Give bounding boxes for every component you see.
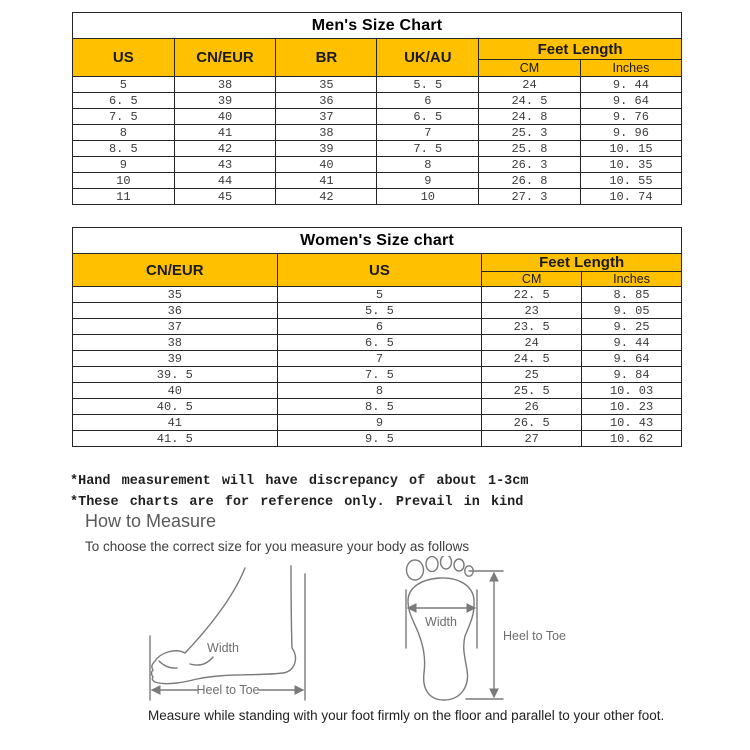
column-header-feet-length: Feet Length (479, 39, 682, 60)
column-header-cm: CM (482, 272, 582, 287)
width-label: Width (207, 641, 239, 655)
table-cell: 26 (482, 399, 582, 415)
footnote-measurement-discrepancy: *Hand measurement will have discrepancy of about 1-3cm (70, 474, 529, 489)
table-cell: 26. 5 (482, 415, 582, 431)
table-cell: 41. 5 (73, 431, 278, 447)
column-header-uk-au: UK/AU (377, 39, 479, 77)
table-cell: 26. 8 (479, 173, 581, 189)
table-row (73, 383, 682, 399)
table-cell: 25. 5 (482, 383, 582, 399)
table-cell: 9. 25 (582, 319, 682, 335)
table-cell: 10. 23 (582, 399, 682, 415)
table-cell: 9. 5 (277, 431, 482, 447)
table-row (73, 351, 682, 367)
measure-instruction-caption: Measure while standing with your foot firmly on the floor and parallel to your other foot. (148, 708, 665, 723)
column-header-inches: Inches (582, 272, 682, 287)
table-cell: 37 (276, 109, 377, 125)
big-toe (407, 560, 424, 580)
column-header-us: US (73, 39, 175, 77)
table-cell: 39 (174, 93, 276, 109)
table-cell: 7. 5 (377, 141, 479, 157)
column-header-br: BR (276, 39, 377, 77)
column-header-us: US (277, 254, 482, 287)
table-cell: 5. 5 (377, 77, 479, 93)
table-cell: 40 (174, 109, 276, 125)
table-cell: 23 (482, 303, 582, 319)
table-row (73, 125, 682, 141)
toe (441, 556, 452, 569)
footnotes (70, 471, 528, 513)
table-cell: 27 (482, 431, 582, 447)
table-row (73, 157, 682, 173)
column-header-feet-length: Feet Length (482, 254, 682, 272)
table-cell: 38 (174, 77, 276, 93)
table-cell: 7. 5 (73, 109, 175, 125)
mens-size-chart-table (72, 12, 682, 205)
table-cell: 10 (377, 189, 479, 205)
how-to-measure-subtitle: To choose the correct size for you measure your body as follows (85, 539, 470, 554)
womens-size-chart-table (72, 227, 682, 447)
table-cell: 7 (377, 125, 479, 141)
table-cell: 10. 35 (580, 157, 681, 173)
column-header-cn-eur: CN/EUR (174, 39, 276, 77)
footprint-diagram (393, 556, 573, 708)
table-cell: 24 (482, 335, 582, 351)
table-cell: 6. 5 (277, 335, 482, 351)
table-cell: 24 (479, 77, 581, 93)
table-cell: 22. 5 (482, 287, 582, 303)
table-cell: 7 (277, 351, 482, 367)
table-cell: 9. 76 (580, 109, 681, 125)
table-cell: 39. 5 (73, 367, 278, 383)
table-cell: 24. 8 (479, 109, 581, 125)
foot-side-view-diagram (145, 560, 313, 705)
table-row (73, 39, 682, 60)
column-header-cm: CM (479, 60, 581, 77)
table-cell: 41 (73, 415, 278, 431)
table-cell: 8 (377, 157, 479, 173)
table-cell: 27. 3 (479, 189, 581, 205)
table-cell: 25. 8 (479, 141, 581, 157)
table-cell: 23. 5 (482, 319, 582, 335)
table-cell: 10. 74 (580, 189, 681, 205)
table-row (73, 431, 682, 447)
table-cell: 9 (377, 173, 479, 189)
table-row (73, 77, 682, 93)
womens-chart-title: Women's Size chart (73, 228, 682, 254)
column-header-cn-eur: CN/EUR (73, 254, 278, 287)
table-cell: 6 (377, 93, 479, 109)
table-row (73, 303, 682, 319)
table-cell: 40. 5 (73, 399, 278, 415)
heel-to-toe-label: Heel to Toe (196, 683, 260, 697)
table-cell: 24. 5 (479, 93, 581, 109)
table-cell: 9. 44 (580, 77, 681, 93)
table-cell: 7. 5 (277, 367, 482, 383)
table-cell: 44 (174, 173, 276, 189)
table-cell: 9. 05 (582, 303, 682, 319)
table-cell: 6. 5 (73, 93, 175, 109)
table-cell: 39 (276, 141, 377, 157)
table-cell: 25 (482, 367, 582, 383)
table-cell: 8 (73, 125, 175, 141)
table-cell: 10. 55 (580, 173, 681, 189)
table-row (73, 13, 682, 39)
table-cell: 25. 3 (479, 125, 581, 141)
table-cell: 9. 64 (580, 93, 681, 109)
table-cell: 5 (73, 77, 175, 93)
column-header-inches: Inches (580, 60, 681, 77)
mens-chart-title: Men's Size Chart (73, 13, 682, 39)
table-cell: 36 (276, 93, 377, 109)
table-cell: 42 (174, 141, 276, 157)
table-row (73, 399, 682, 415)
toe (426, 557, 438, 572)
table-cell: 38 (276, 125, 377, 141)
table-cell: 37 (73, 319, 278, 335)
foot-outline (152, 566, 296, 684)
table-cell: 45 (174, 189, 276, 205)
table-cell: 39 (73, 351, 278, 367)
table-cell: 26. 3 (479, 157, 581, 173)
table-row (73, 254, 682, 272)
table-cell: 43 (174, 157, 276, 173)
table-cell: 5 (277, 287, 482, 303)
table-cell: 6. 5 (377, 109, 479, 125)
table-cell: 9 (73, 157, 175, 173)
table-row (73, 93, 682, 109)
table-cell: 6 (277, 319, 482, 335)
table-cell: 36 (73, 303, 278, 319)
table-cell: 9. 44 (582, 335, 682, 351)
table-cell: 9 (277, 415, 482, 431)
table-row (73, 367, 682, 383)
table-cell: 9. 64 (582, 351, 682, 367)
how-to-measure-heading: How to Measure (85, 511, 217, 531)
table-cell: 41 (276, 173, 377, 189)
table-cell: 9. 96 (580, 125, 681, 141)
table-cell: 11 (73, 189, 175, 205)
width-label: Width (425, 615, 457, 629)
table-row (73, 415, 682, 431)
table-row (73, 287, 682, 303)
footnote-reference-only: *These charts are for reference only. Prevail in kind (70, 495, 524, 510)
table-cell: 9. 84 (582, 367, 682, 383)
table-row (73, 319, 682, 335)
table-cell: 8. 5 (277, 399, 482, 415)
toe-detail-line (159, 661, 177, 668)
table-cell: 10. 15 (580, 141, 681, 157)
table-cell: 42 (276, 189, 377, 205)
table-cell: 8. 85 (582, 287, 682, 303)
table-row (73, 109, 682, 125)
table-row (73, 173, 682, 189)
table-cell: 10. 03 (582, 383, 682, 399)
table-cell: 38 (73, 335, 278, 351)
table-row (73, 141, 682, 157)
table-cell: 35 (276, 77, 377, 93)
table-cell: 40 (73, 383, 278, 399)
foot-instep-curve (190, 657, 213, 665)
table-cell: 10. 62 (582, 431, 682, 447)
table-cell: 10. 43 (582, 415, 682, 431)
heel-to-toe-label: Heel to Toe (503, 629, 567, 643)
table-cell: 8 (277, 383, 482, 399)
footprint-outline (408, 578, 474, 700)
table-row (73, 189, 682, 205)
table-cell: 40 (276, 157, 377, 173)
table-row (73, 228, 682, 254)
table-cell: 24. 5 (482, 351, 582, 367)
table-cell: 10 (73, 173, 175, 189)
table-row (73, 335, 682, 351)
table-cell: 41 (174, 125, 276, 141)
table-cell: 8. 5 (73, 141, 175, 157)
toe (454, 559, 464, 571)
table-cell: 35 (73, 287, 278, 303)
table-cell: 5. 5 (277, 303, 482, 319)
